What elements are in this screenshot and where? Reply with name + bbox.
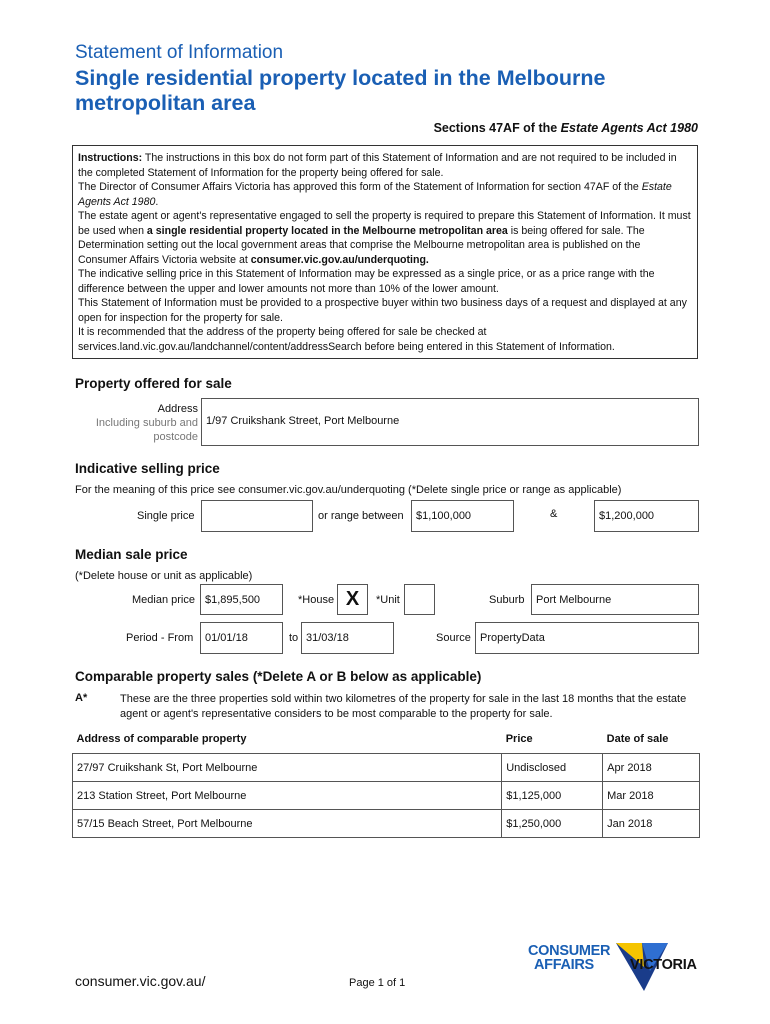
instructions-p1 [78, 151, 692, 180]
range-ampersand: & [550, 508, 558, 520]
indicative-section-title: Indicative selling price [75, 461, 220, 476]
comparable-address-cell[interactable]: 213 Station Street, Port Melbourne [73, 782, 502, 810]
house-checkbox[interactable]: X [337, 584, 368, 615]
instructions-p4: The indicative selling price in this Statement of Information may be expressed as a single price, or as a price range with the difference between the upper and lower amounts not more than 10% of the lower amount. [78, 268, 655, 295]
document-heading: Single residential property located in the Melbourne metropolitan area [75, 66, 606, 115]
median-price-field[interactable]: $1,895,500 [200, 584, 283, 615]
document-title: Statement of Information [75, 42, 284, 63]
comparable-address-cell[interactable]: 27/97 Cruikshank St, Port Melbourne [73, 754, 502, 782]
range-high-field[interactable]: $1,200,000 [594, 500, 699, 532]
period-to-label: to [289, 632, 299, 644]
comparable-table-header [73, 733, 700, 754]
comparable-table [72, 733, 700, 838]
address-label [70, 402, 198, 444]
consumer-affairs-victoria-logo [528, 941, 708, 993]
instructions-p6: It is recommended that the address of the property being offered for sale be checked at services.land.vic.gov.au/landchannel/content/addressSearch before being entered in this Statement of Information. [78, 326, 615, 353]
instructions-p3-bold: a single residential property located in the Melbourne metropolitan area [146, 224, 508, 237]
option-a-text: These are the three properties sold within two kilometres of the property for sale in the last 18 months that the estate agent or agent's representative considers to be most comparable to the property for sale. [120, 693, 687, 720]
comparable-price-cell[interactable]: $1,125,000 [502, 782, 603, 810]
address-label-line3: postcode [153, 431, 198, 443]
logo-line3: VICTORIA [630, 957, 697, 973]
instructions-p3 [78, 209, 692, 267]
option-a-label: A* [75, 692, 88, 704]
comparable-date-cell[interactable]: Apr 2018 [603, 754, 700, 782]
instructions-p2-text: The Director of Consumer Affairs Victoria has approved this form of the Statement of Information for section 47AF of the [78, 181, 642, 193]
comparable-price-cell[interactable]: Undisclosed [502, 754, 603, 782]
table-row [73, 754, 700, 782]
range-low-field[interactable]: $1,100,000 [411, 500, 514, 532]
comparable-section-title: Comparable property sales (*Delete A or B below as applicable) [75, 669, 482, 684]
address-label-line1: Address [157, 403, 198, 415]
column-price: Price [505, 733, 533, 745]
comparable-date-cell[interactable]: Mar 2018 [603, 782, 700, 810]
instructions-p2-act: Estate Agents Act 1980 [78, 181, 672, 208]
instructions-p2 [78, 180, 692, 209]
median-section-title: Median sale price [75, 547, 188, 562]
logo-line2: AFFAIRS [534, 957, 594, 973]
single-price-field[interactable] [201, 500, 313, 532]
median-price-label: Median price [132, 594, 195, 606]
instructions-p3-a: The estate agent or agent's representative engaged to sell the property is required to prepare this Statement of Information. It must be used when [78, 210, 691, 237]
instructions-box [72, 145, 698, 359]
period-to-field[interactable]: 31/03/18 [301, 622, 394, 654]
column-date: Date of sale [606, 733, 669, 745]
period-from-field[interactable]: 01/01/18 [200, 622, 283, 654]
comparable-date-cell[interactable]: Jan 2018 [603, 810, 700, 838]
legislation-reference [0, 121, 698, 135]
page-number: Page 1 of 1 [349, 977, 406, 989]
house-label: *House [298, 594, 335, 606]
suburb-label: Suburb [489, 594, 525, 606]
instructions-p3-b: is being offered for sale. The Determination setting out the local government areas that comprise the Melbourne metropolitan area is published on the Consumer Affairs Victoria website at [78, 224, 645, 266]
instructions-p1-text: The instructions in this box do not form part of this Statement of Information and are not required to be included in the completed Statement of Information for the property being offered for sale. [78, 152, 677, 179]
instructions-p2-end: . [155, 195, 159, 208]
unit-checkbox[interactable] [404, 584, 435, 615]
period-from-label: Period - From [126, 632, 194, 644]
source-field[interactable]: PropertyData [475, 622, 699, 654]
table-row [73, 810, 700, 838]
single-price-label: Single price [137, 510, 195, 522]
column-address: Address of comparable property [76, 733, 247, 745]
table-row [73, 782, 700, 810]
address-label-line2: Including suburb and [95, 417, 198, 429]
indicative-note: For the meaning of this price see consumer.vic.gov.au/underquoting (*Delete single price or range as applicable) [75, 484, 622, 496]
range-label: or range between [318, 510, 404, 522]
comparable-address-cell[interactable]: 57/15 Beach Street, Port Melbourne [73, 810, 502, 838]
source-label: Source [436, 632, 471, 644]
underquoting-link[interactable]: consumer.vic.gov.au/underquoting. [250, 253, 429, 266]
property-section-title: Property offered for sale [75, 376, 232, 391]
median-note: (*Delete house or unit as applicable) [75, 570, 253, 582]
footer-url[interactable]: consumer.vic.gov.au/ [75, 973, 206, 989]
logo-line1: CONSUMER [528, 943, 611, 959]
comparable-price-cell[interactable]: $1,250,000 [502, 810, 603, 838]
address-field[interactable]: 1/97 Cruikshank Street, Port Melbourne [201, 398, 699, 446]
unit-label: *Unit [376, 594, 400, 606]
instructions-label: Instructions: [78, 152, 143, 164]
suburb-field[interactable]: Port Melbourne [531, 584, 699, 615]
legislation-prefix: Sections 47AF of the [433, 121, 561, 135]
instructions-p5: This Statement of Information must be provided to a prospective buyer within two business days of a request and displayed at any open for inspection for the property for sale. [78, 297, 687, 324]
legislation-act: Estate Agents Act 1980 [560, 121, 698, 135]
